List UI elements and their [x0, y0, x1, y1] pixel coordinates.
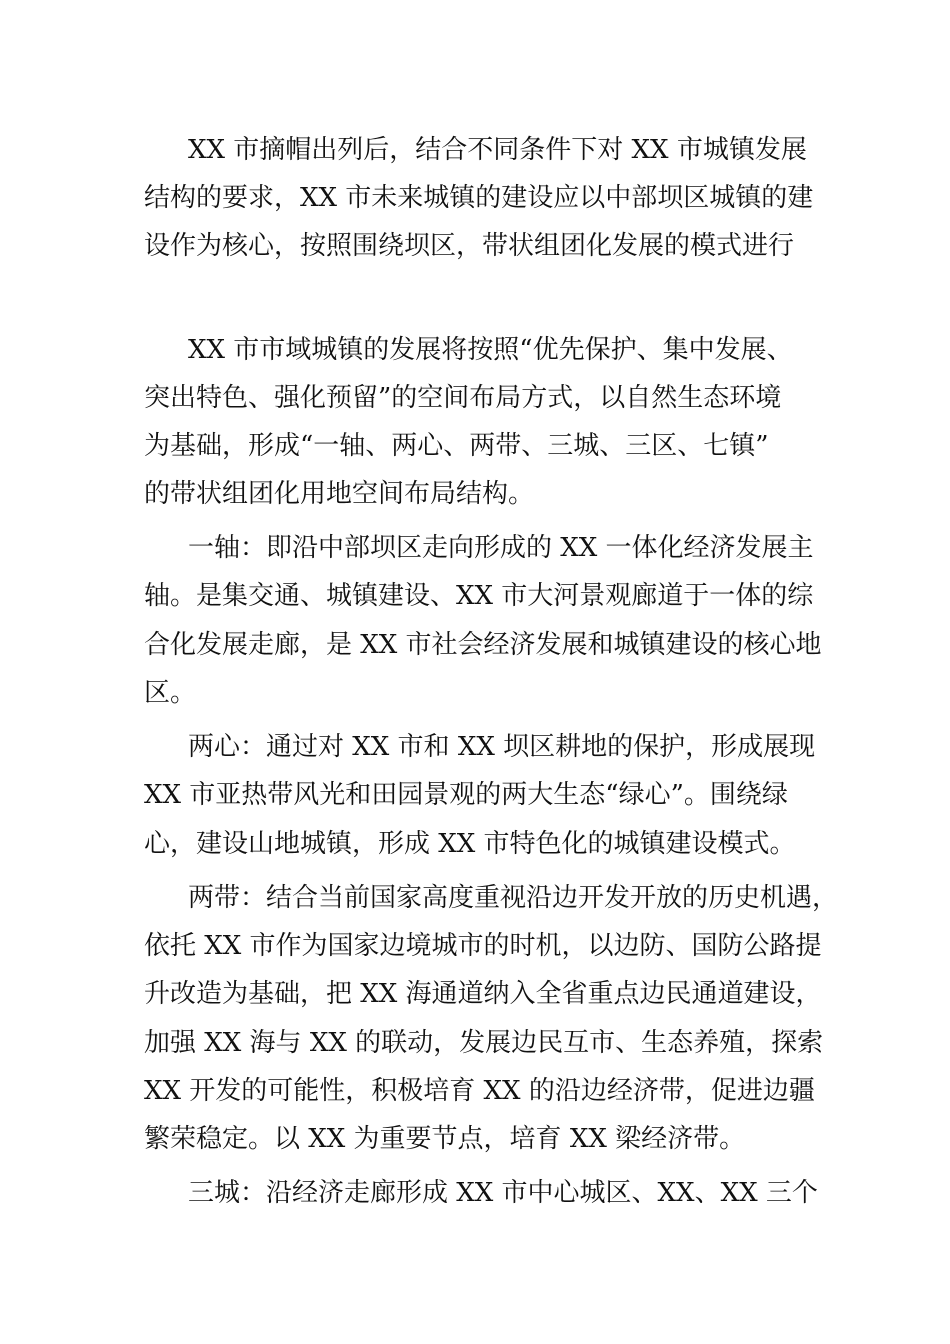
text-line: 一轴：即沿中部坝区走向形成的 XX 一体化经济发展主	[188, 533, 814, 563]
text-line: 区。	[144, 678, 197, 708]
text-line: XX 市市域城镇的发展将按照“优先保护、集中发展、	[188, 335, 793, 365]
text-line: 依托 XX 市作为国家边境城市的时机，以边防、国防公路提	[144, 931, 822, 961]
text-line: 繁荣稳定。以 XX 为重要节点，培育 XX 梁经济带。	[144, 1124, 746, 1154]
text-line: XX 市摘帽出列后，结合不同条件下对 XX 市城镇发展	[188, 135, 807, 165]
text-line: 两带：结合当前国家高度重视沿边开发开放的历史机遇，	[188, 883, 839, 913]
text-line: 结构的要求，XX 市未来城镇的建设应以中部坝区城镇的建	[144, 183, 814, 213]
text-line: 为基础，形成“一轴、两心、两带、三城、三区、七镇”	[144, 431, 769, 461]
text-line: 轴。是集交通、城镇建设、XX 市大河景观廊道于一体的综	[144, 581, 814, 611]
text-line: 心，建设山地城镇，形成 XX 市特色化的城镇建设模式。	[144, 829, 796, 859]
text-line: 突出特色、强化预留”的空间布局方式，以自然生态环境	[144, 383, 782, 413]
text-line: 合化发展走廊，是 XX 市社会经济发展和城镇建设的核心地	[144, 630, 822, 660]
text-line: XX 开发的可能性，积极培育 XX 的沿边经济带，促进边疆	[144, 1076, 815, 1106]
text-line: 两心：通过对 XX 市和 XX 坝区耕地的保护，形成展现	[188, 732, 816, 762]
text-line: XX 市亚热带风光和田园景观的两大生态“绿心”。围绕绿	[144, 780, 788, 810]
text-line: 加强 XX 海与 XX 的联动，发展边民互市、生态养殖，探索	[144, 1028, 824, 1058]
text-line: 升改造为基础，把 XX 海通道纳入全省重点边民通道建设，	[144, 979, 822, 1009]
text-line: 的带状组团化用地空间布局结构。	[144, 479, 535, 509]
text-line: 设作为核心，按照围绕坝区，带状组团化发展的模式进行	[144, 231, 795, 261]
text-line: 三城：沿经济走廊形成 XX 市中心城区、XX、XX 三个	[188, 1178, 818, 1208]
